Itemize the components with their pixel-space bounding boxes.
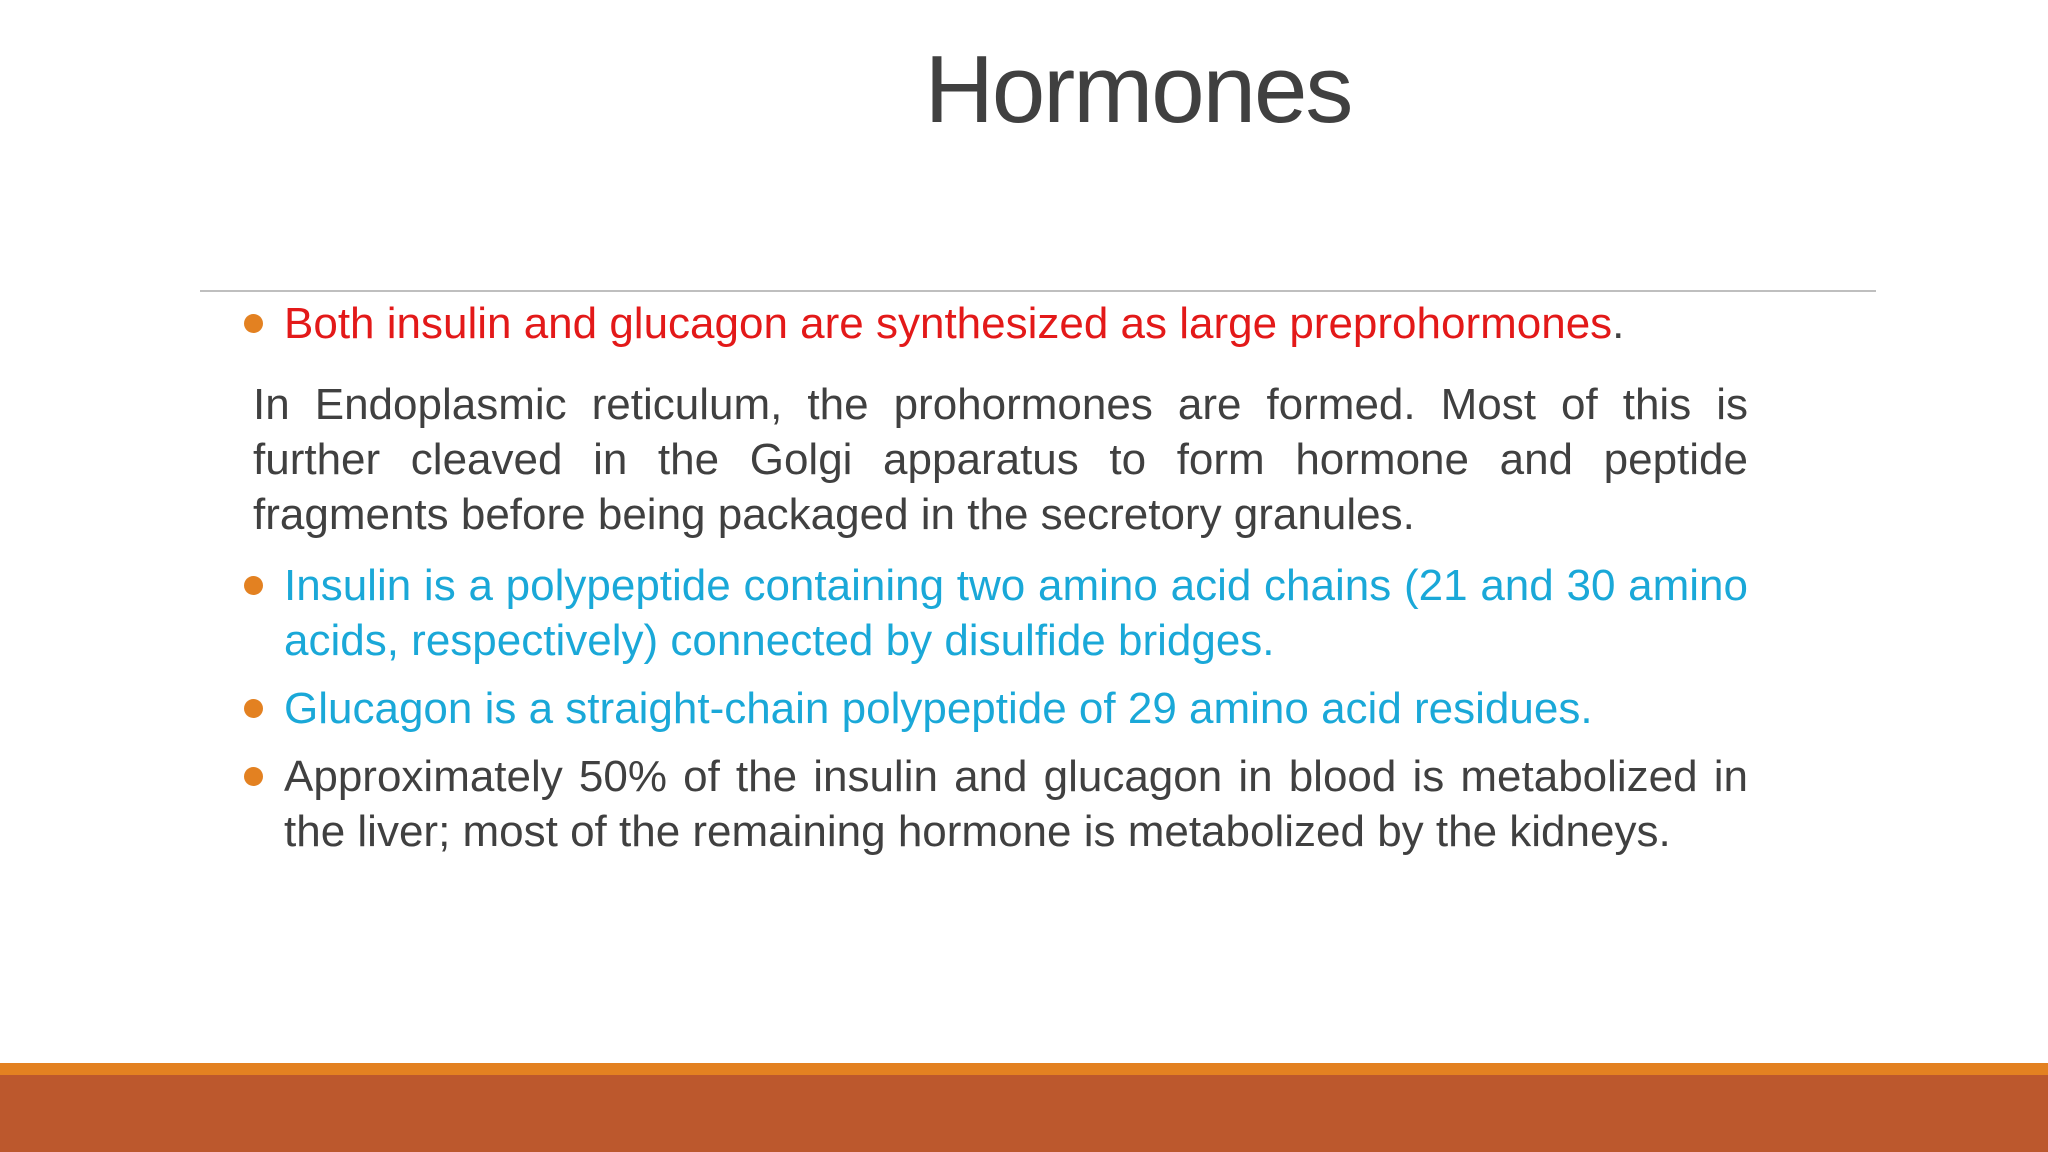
bullet-metabolism [244, 749, 1748, 859]
bullet-synthesis-period: . [1612, 299, 1625, 348]
slide-content [244, 296, 1748, 859]
bullet-dot-icon [244, 699, 263, 718]
bullet-glucagon-structure [244, 681, 1748, 736]
bullet-insulin-text: Insulin is a polypeptide containing two amino acid chains (21 and 30 amino acids, respectively) connected by disulfide bridges. [284, 561, 1748, 665]
prohormone-paragraph: In Endoplasmic reticulum, the prohormones are formed. Most of this is further cleaved in the Golgi apparatus to form hormone and peptide fragments before being packaged in the secretory granules. [253, 380, 1748, 539]
footer-accent-stripe [0, 1063, 2048, 1075]
bullet-dot-icon [244, 576, 263, 595]
bullet-synthesis [244, 296, 1748, 351]
bullet-insulin-structure [244, 558, 1748, 668]
slide-title: Hormones [924, 36, 1352, 143]
bullet-glucagon-text: Glucagon is a straight-chain polypeptide of 29 amino acid residues. [284, 684, 1593, 733]
bullet-synthesis-text: Both insulin and glucagon are synthesized as large preprohormones [284, 299, 1613, 348]
title-divider [200, 290, 1876, 292]
bullet-dot-icon [244, 314, 263, 333]
bullet-metabolism-text: Approximately 50% of the insulin and glucagon in blood is metabolized in the liver; most of the remaining hormone is metabolized by the kidneys. [284, 752, 1748, 856]
bullet-dot-icon [244, 767, 263, 786]
footer-band [0, 1075, 2048, 1152]
